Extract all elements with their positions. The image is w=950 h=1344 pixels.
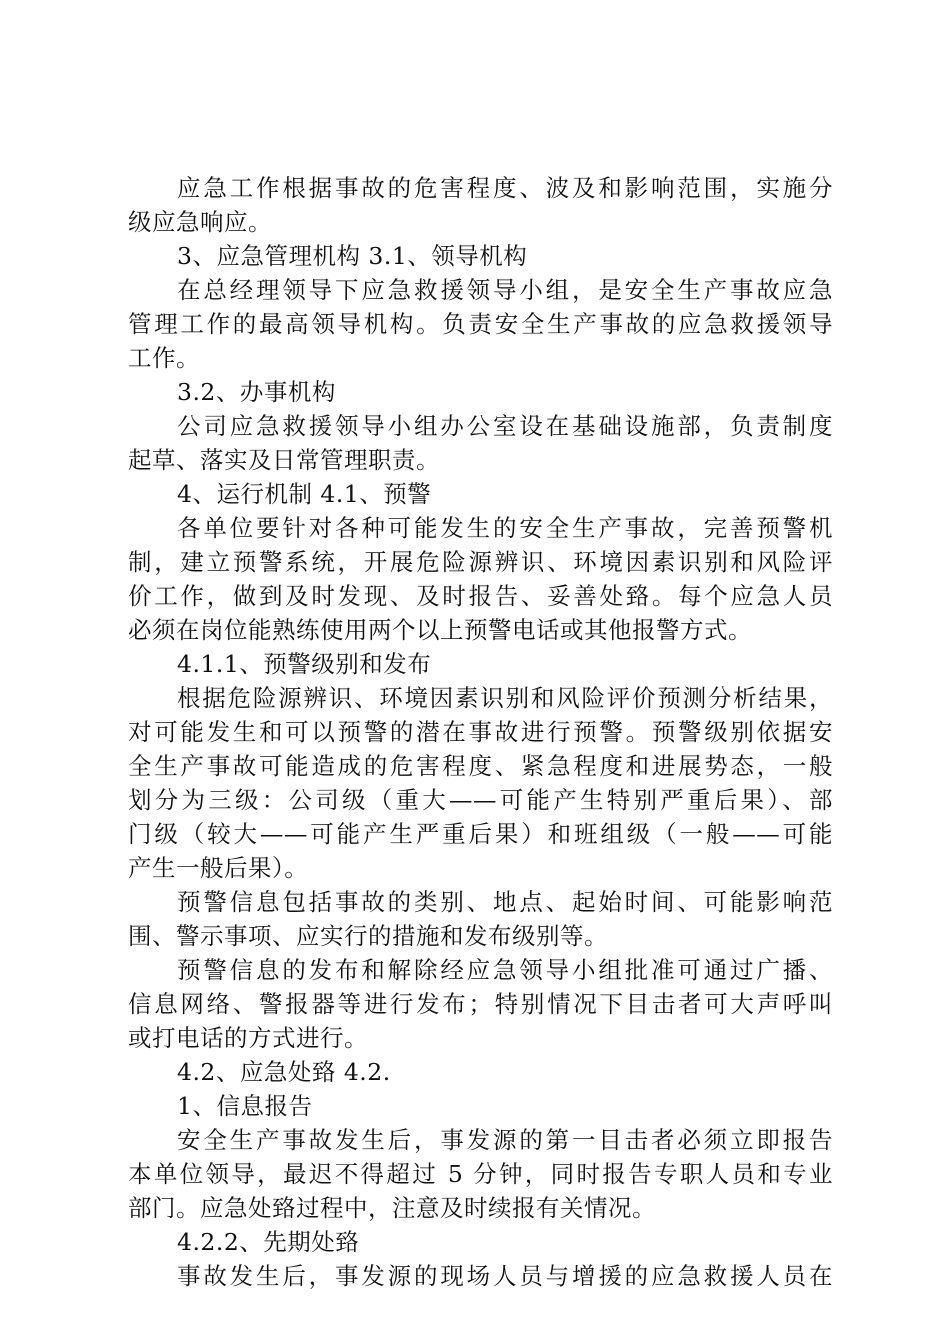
text-line: 应急工作根据事故的危害程度、波及和影响范围，实施分 bbox=[177, 174, 833, 202]
text-line: 4.2.2、先期处臵 bbox=[177, 1228, 360, 1256]
text-line: 4.1.1、预警级别和发布 bbox=[177, 650, 432, 678]
text-line: 起草、落实及日常管理职责。 bbox=[128, 446, 440, 474]
text-line: 围、警示事项、应实行的措施和发布级别等。 bbox=[128, 922, 608, 950]
text-line: 3、应急管理机构 3.1、领导机构 bbox=[177, 242, 528, 270]
text-line: 在总经理领导下应急救援领导小组，是安全生产事故应急 bbox=[177, 276, 833, 304]
text-line: 必须在岗位能熟练使用两个以上预警电话或其他报警方式。 bbox=[128, 616, 752, 644]
text-line: 价工作，做到及时发现、及时报告、妥善处臵。每个应急人员 bbox=[128, 582, 833, 610]
text-line: 产生一般后果）。 bbox=[128, 854, 309, 882]
text-line: 本单位领导，最迟不得超过 5 分钟，同时报告专职人员和专业 bbox=[128, 1160, 833, 1188]
text-line: 制，建立预警系统，开展危险源辨识、环境因素识别和风险评 bbox=[128, 548, 833, 576]
text-line: 对可能发生和可以预警的潜在事故进行预警。预警级别依据安 bbox=[128, 718, 833, 746]
text-line: 安全生产事故发生后，事发源的第一目击者必须立即报告 bbox=[177, 1126, 833, 1154]
text-line: 工作。 bbox=[128, 344, 200, 372]
text-line: 根据危险源辨识、环境因素识别和风险评价预测分析结果， bbox=[177, 684, 833, 712]
text-line: 级应急响应。 bbox=[128, 208, 272, 236]
text-line: 4、运行机制 4.1、预警 bbox=[177, 480, 432, 508]
text-line: 公司应急救援领导小组办公室设在基础设施部，负责制度 bbox=[177, 412, 833, 440]
text-line: 划分为三级：公司级（重大——可能产生特别严重后果）、部 bbox=[128, 786, 833, 814]
text-line: 预警信息的发布和解除经应急领导小组批准可通过广播、 bbox=[177, 956, 833, 984]
text-line: 或打电话的方式进行。 bbox=[128, 1024, 368, 1052]
text-line: 信息网络、警报器等进行发布；特别情况下目击者可大声呼叫 bbox=[128, 990, 833, 1018]
text-line: 预警信息包括事故的类别、地点、起始时间、可能影响范 bbox=[177, 888, 833, 916]
text-line: 4.2、应急处臵 4.2. bbox=[177, 1058, 391, 1086]
text-line: 1、信息报告 bbox=[177, 1092, 313, 1120]
text-line: 部门。应急处臵过程中，注意及时续报有关情况。 bbox=[128, 1194, 656, 1222]
text-line: 3.2、办事机构 bbox=[177, 378, 336, 406]
text-line: 门级（较大——可能产生严重后果）和班组级（一般——可能 bbox=[128, 820, 833, 848]
text-line: 管理工作的最高领导机构。负责安全生产事故的应急救援领导 bbox=[128, 310, 833, 338]
text-line: 事故发生后，事发源的现场人员与增援的应急救援人员在 bbox=[177, 1262, 833, 1290]
document-body bbox=[128, 171, 833, 1293]
text-line: 全生产事故可能造成的危害程度、紧急程度和进展势态，一般 bbox=[128, 752, 833, 780]
text-line: 各单位要针对各种可能发生的安全生产事故，完善预警机 bbox=[177, 514, 833, 542]
